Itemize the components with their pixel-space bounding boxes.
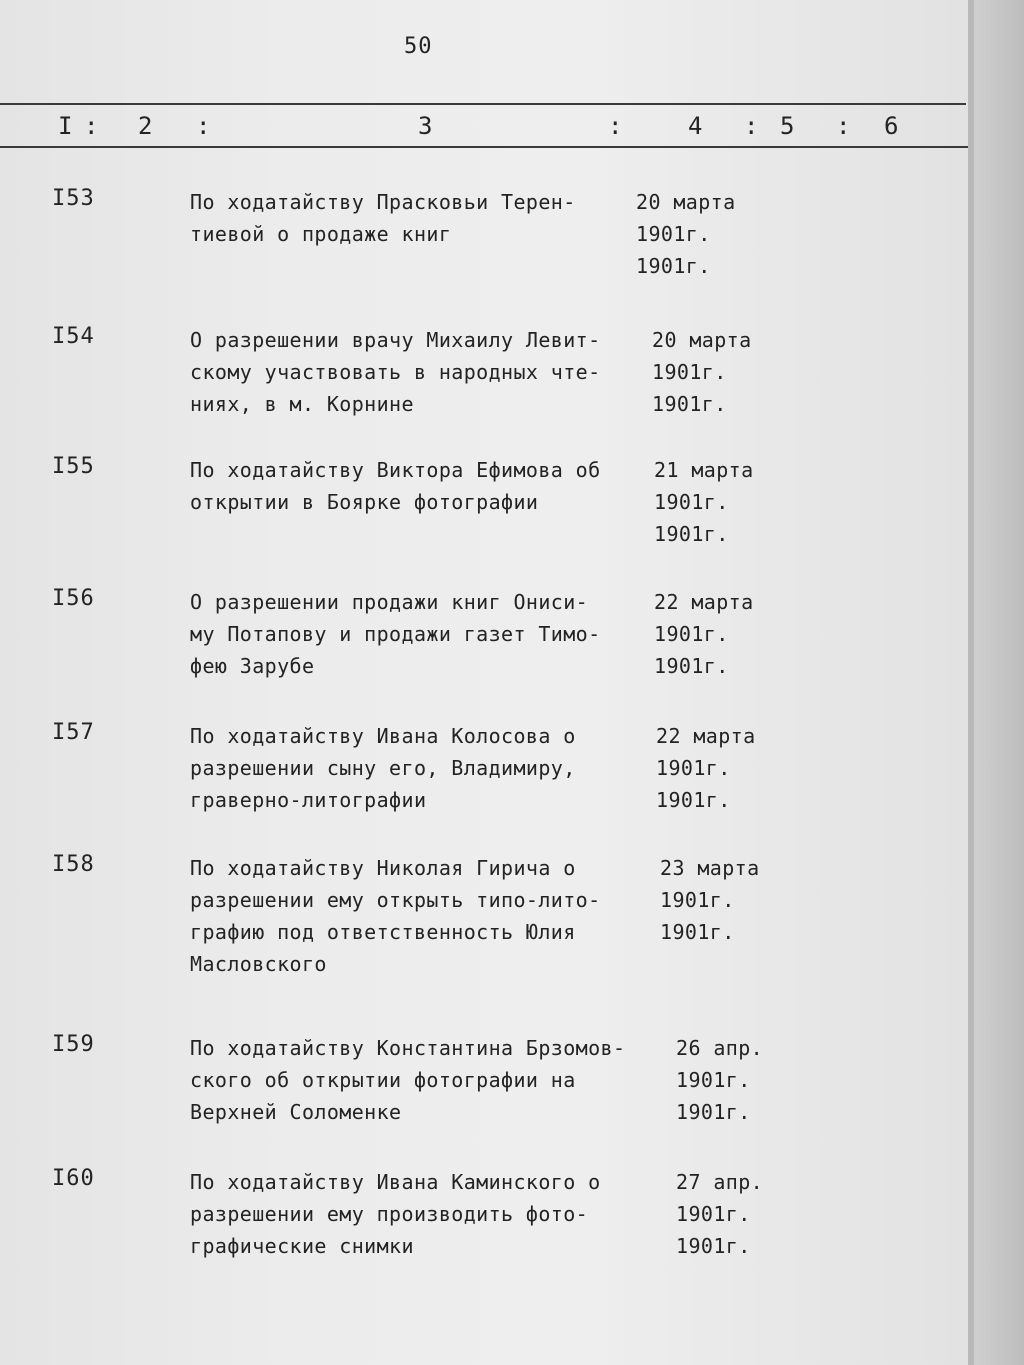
date-start-year: 1901г. [654,622,729,646]
column-header-1: I [58,112,73,140]
entry-line: фею Зарубе [190,654,315,678]
entry-date [676,1166,763,1262]
date-day: 26 апр. [676,1036,764,1060]
header-rule-top [0,103,966,105]
entry-description [190,324,601,420]
date-start-year: 1901г. [660,888,735,912]
entry-description [190,720,576,816]
date-end-year: 1901г. [636,254,711,278]
column-separator: : [84,112,99,140]
entry-number: I55 [52,454,95,479]
entry-date [654,454,754,550]
entry-date [636,186,736,282]
underlying-page [974,0,1024,1365]
column-header-6: 6 [884,112,899,140]
date-start-year: 1901г. [656,756,731,780]
entry-line: По ходатайству Виктора Ефимова об [190,458,601,482]
entry-line: О разрешении врачу Михаилу Левит- [190,328,601,352]
entry-description [190,586,601,682]
date-day: 20 марта [652,328,752,352]
entry-line: разрешении ему открыть типо-лито- [190,888,601,912]
date-end-year: 1901г. [652,392,727,416]
column-header-3: 3 [418,112,433,140]
column-header-4: 4 [688,112,703,140]
entry-line: По ходатайству Константина Брзомов- [190,1036,626,1060]
entry-line: тиевой о продаже книг [190,222,452,246]
entry-line: графию под ответственность Юлия [190,920,576,944]
date-day: 22 марта [656,724,756,748]
entry-date [654,586,754,682]
entry-line: скому участвовать в народных чте- [190,360,601,384]
entry-line: ского об открытии фотографии на [190,1068,576,1092]
entry-date [652,324,752,420]
entry-date [656,720,756,816]
date-start-year: 1901г. [676,1202,751,1226]
entry-line: По ходатайству Ивана Каминского о [190,1170,601,1194]
column-separator: : [608,112,623,140]
entry-line: По ходатайству Николая Гирича о [190,856,576,880]
entry-number: I54 [52,324,95,349]
column-separator: : [836,112,851,140]
entry-number: I60 [52,1166,95,1191]
date-day: 20 марта [636,190,736,214]
date-day: 27 апр. [676,1170,764,1194]
entry-line: ниях, в м. Корнине [190,392,414,416]
entry-description [190,1166,601,1262]
entry-description [190,186,576,250]
entry-line: Масловского [190,952,327,976]
entry-date [660,852,760,948]
date-end-year: 1901г. [656,788,731,812]
entry-line: По ходатайству Ивана Колосова о [190,724,576,748]
entry-line: открытии в Боярке фотографии [190,490,539,514]
entry-line: му Потапову и продажи газет Тимо- [190,622,601,646]
entry-line: Верхней Соломенке [190,1100,402,1124]
column-separator: : [196,112,211,140]
entry-number: I53 [52,186,95,211]
date-start-year: 1901г. [652,360,727,384]
date-end-year: 1901г. [654,522,729,546]
column-separator: : [744,112,759,140]
entry-line: разрешении сыну его, Владимиру, [190,756,576,780]
date-day: 21 марта [654,458,754,482]
entry-date [676,1032,763,1128]
date-start-year: 1901г. [676,1068,751,1092]
entry-number: I57 [52,720,95,745]
column-header-5: 5 [780,112,795,140]
entry-description [190,454,601,518]
entry-line: По ходатайству Прасковьи Терен- [190,190,576,214]
entry-number: I59 [52,1032,95,1057]
date-start-year: 1901г. [654,490,729,514]
date-day: 23 марта [660,856,760,880]
date-start-year: 1901г. [636,222,711,246]
date-end-year: 1901г. [676,1100,751,1124]
column-header-2: 2 [138,112,153,140]
entry-line: О разрешении продажи книг Ониси- [190,590,589,614]
entry-line: разрешении ему производить фото- [190,1202,589,1226]
entry-line: граверно-литографии [190,788,427,812]
entry-number: I58 [52,852,95,877]
entry-description [190,852,601,980]
date-end-year: 1901г. [676,1234,751,1258]
date-end-year: 1901г. [654,654,729,678]
date-end-year: 1901г. [660,920,735,944]
entry-number: I56 [52,586,95,611]
entry-description [190,1032,625,1128]
page-number: 50 [404,34,433,59]
entry-line: графические снимки [190,1234,414,1258]
date-day: 22 марта [654,590,754,614]
header-rule-bottom [0,146,968,148]
